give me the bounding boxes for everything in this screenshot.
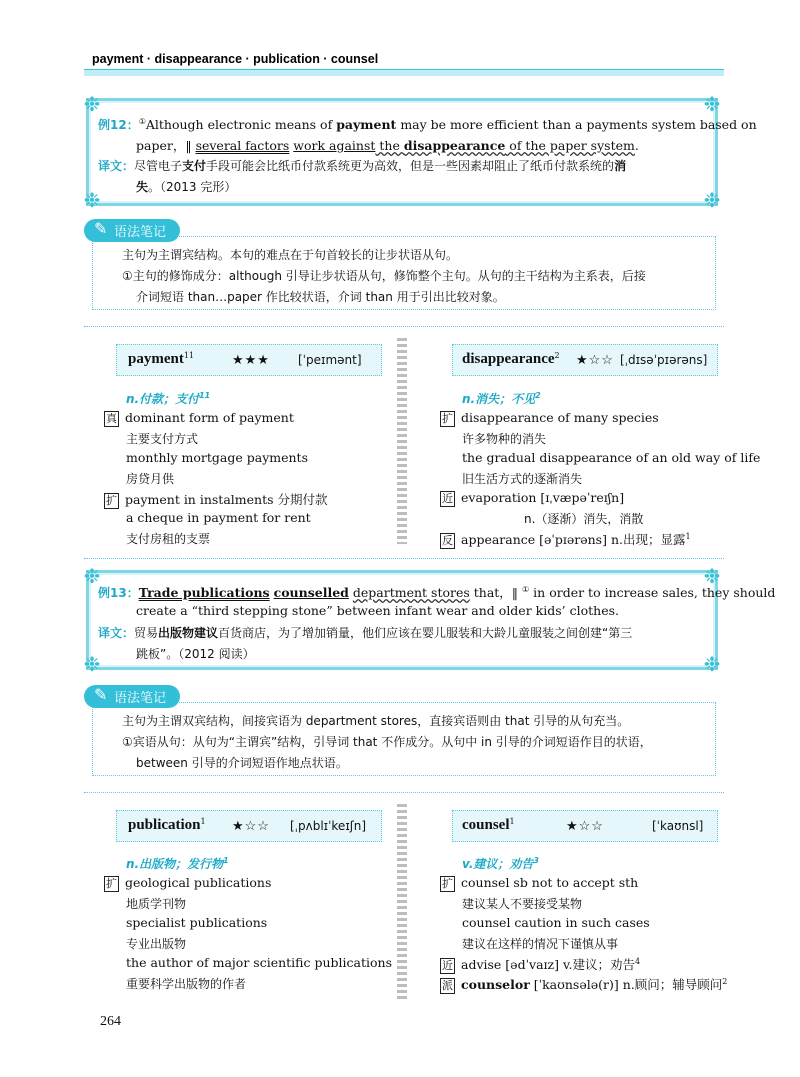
ornament-icon: ❉ [83, 652, 101, 676]
example-13-translation-2: 跳板”。（2012 阅读） [136, 647, 255, 661]
note-1-line2: ①主句的修饰成分：although 引导让步状语从句，修饰整个主句。从句的主干结构为主系表，后接 [122, 269, 646, 283]
word-publication: publication$^1$ [128, 817, 206, 834]
publication-e3: the author of major scientific publications [126, 955, 392, 970]
ornament-icon: ❉ [83, 92, 101, 116]
example-12-translation-1: 译文：尽管电子支付手段可能会比纸币付款系统更为高效，但是一些因素却阻止了纸币付款系统的消 [98, 159, 627, 173]
note-2-line2: ①宾语从句：从句为“主谓宾”结构，引导词 that 不作成分。从句中 in 引导的介词短语作目的状语， [122, 735, 652, 749]
publication-c2: 专业出版物 [126, 937, 187, 951]
running-header: payment · disappearance · publication · counsel [92, 52, 379, 66]
pos-payment: n.付款；支付$^{11}$ [126, 391, 211, 406]
ornament-icon: ❉ [83, 188, 101, 212]
publication-c1: 地质学刊物 [126, 897, 187, 911]
note-2-line3: between 引导的介词短语作地点状语。 [136, 756, 348, 770]
pen-icon: ✎ [94, 219, 108, 238]
phonetic-disappearance: [ˌdɪsəˈpɪərəns] [620, 353, 708, 367]
example-12-line2: paper，‖ several factors work against the disappearance of the paper system. [136, 138, 639, 153]
payment-e2: monthly mortgage payments [126, 450, 308, 465]
payment-e1: 真 dominant form of payment [106, 410, 294, 425]
header-rule [84, 69, 724, 76]
example-12-translation-2: 失。（2013 完形） [136, 180, 237, 194]
column-separator [397, 338, 407, 544]
disappearance-e1: 扩 disappearance of many species [442, 410, 659, 425]
stars-payment: ★★★ [232, 353, 270, 368]
word-disappearance: disappearance$^2$ [462, 351, 560, 368]
section-divider [84, 558, 724, 559]
publication-e1: 扩 geological publications [106, 875, 272, 890]
word-counsel: counsel$^1$ [462, 817, 515, 834]
stars-counsel: ★☆☆ [566, 819, 604, 834]
counsel-e3: 近 advise [ədˈvaɪz] v.建议；劝告$^4$ [442, 956, 641, 972]
ornament-icon: ❉ [703, 188, 721, 212]
example-12-line1: 例12：①Although electronic means of payment may be more efficient than a payments system based on [98, 116, 757, 132]
example-13-translation-1: 译文：贸易出版物建议百货商店，为了增加销量，他们应该在婴儿服装和大龄儿童服装之间创建“第三 [98, 626, 633, 640]
phonetic-counsel: [ˈkaʊnsl] [652, 819, 704, 833]
phonetic-publication: [ˌpʌblɪˈkeɪʃn] [290, 819, 367, 833]
publication-c3: 重要科学出版物的作者 [126, 977, 247, 991]
word-payment: payment$^{11}$ [128, 351, 195, 368]
column-separator [397, 804, 407, 1000]
grammar-note-2-tag: 语法笔记 [84, 685, 180, 708]
ornament-icon: ❉ [83, 564, 101, 588]
counsel-c1: 建议某人不要接受某物 [462, 897, 583, 911]
section-divider [84, 326, 724, 327]
section-divider [84, 792, 724, 793]
counsel-e4: 派 counselor [ˈkaʊnsələ(r)] n.顾问；辅导顾问$^2$ [442, 976, 728, 992]
note-1-line1: 主句为主谓宾结构。本句的难点在于句首较长的让步状语从句。 [122, 248, 459, 262]
counsel-c2: 建议在这样的情况下谨慎从事 [462, 937, 619, 951]
publication-e2: specialist publications [126, 915, 268, 930]
payment-e3: 扩 payment in instalments 分期付款 [106, 492, 328, 507]
note-2-line1: 主句为主谓双宾结构，间接宾语为 department stores，直接宾语则由 that 引导的从句充当。 [122, 714, 630, 728]
note-1-line3: 介词短语 than…paper 作比较状语，介词 than 用于引出比较对象。 [136, 290, 505, 304]
example-13-line2: create a “third stepping stone” between infant wear and older kids’ clothes. [136, 603, 619, 618]
pos-publication: n.出版物；发行物$^1$ [126, 856, 229, 871]
ornament-icon: ❉ [703, 92, 721, 116]
counsel-e1: 扩 counsel sb not to accept sth [442, 875, 639, 890]
payment-e4: a cheque in payment for rent [126, 510, 311, 525]
phonetic-payment: [ˈpeɪmənt] [298, 353, 362, 367]
payment-c1: 主要支付方式 [126, 432, 199, 446]
stars-publication: ★☆☆ [232, 819, 270, 834]
payment-c4: 支付房租的支票 [126, 532, 211, 546]
disappearance-c3: n.（逐渐）消失，消散 [524, 512, 644, 526]
disappearance-e4: 反 appearance [əˈpɪərəns] n.出现；显露$^1$ [442, 531, 691, 547]
payment-c2: 房贷月供 [126, 472, 175, 486]
pos-counsel: v.建议；劝告$^3$ [462, 856, 539, 871]
ornament-icon: ❉ [703, 564, 721, 588]
pen-icon: ✎ [94, 685, 108, 704]
pos-disappearance: n.消失；不见$^2$ [462, 391, 541, 406]
disappearance-c1: 许多物种的消失 [462, 432, 547, 446]
example-13-line1: 例13：Trade publications counselled department stores that，‖ ① in order to increase sales, they should [98, 584, 776, 600]
page-number: 264 [100, 1014, 121, 1029]
disappearance-e2: the gradual disappearance of an old way of life [462, 450, 761, 465]
stars-disappearance: ★☆☆ [576, 353, 614, 368]
disappearance-c2: 旧生活方式的逐渐消失 [462, 472, 583, 486]
disappearance-e3: 近 evaporation [ɪˌvæpəˈreɪʃn] [442, 490, 625, 505]
ornament-icon: ❉ [703, 652, 721, 676]
counsel-e2: counsel caution in such cases [462, 915, 650, 930]
grammar-note-1-tag: 语法笔记 [84, 219, 180, 242]
